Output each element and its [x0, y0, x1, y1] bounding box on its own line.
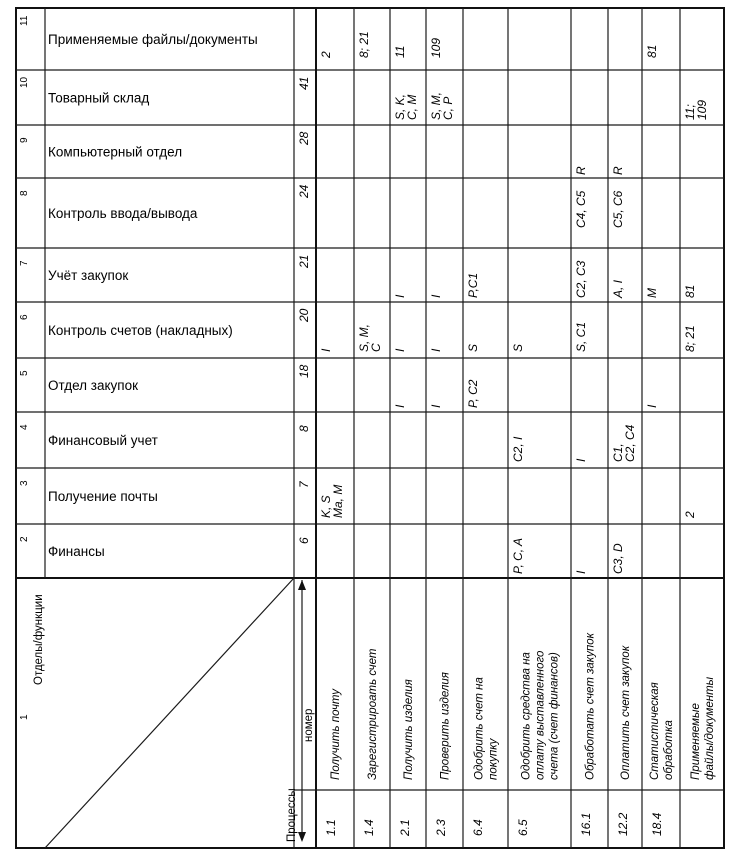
- department-ref-number: 21: [297, 254, 311, 268]
- matrix-cell-value: S, C1: [574, 321, 588, 352]
- matrix-cell-value: R: [574, 166, 588, 175]
- matrix-cell-value: 2: [683, 511, 697, 518]
- process-number: 16.1: [579, 812, 593, 836]
- matrix-cell-value: 109: [695, 99, 709, 120]
- department-title: Контроль ввода/вывода: [48, 206, 198, 221]
- row-number: 9: [19, 137, 30, 143]
- process-name: файлы/документы: [704, 676, 716, 780]
- process-number: 1.4: [362, 819, 376, 836]
- matrix-cell-value: C1,: [611, 443, 625, 462]
- matrix-cell-value: C3, D: [611, 543, 625, 574]
- matrix-cell-value: C4, C5: [574, 190, 588, 228]
- row-number: 11: [19, 15, 30, 26]
- department-title: Товарный склад: [48, 90, 150, 106]
- row-number: 8: [19, 190, 30, 196]
- process-name: Оплатить счет закупок: [620, 645, 632, 780]
- process-name: Одобрить средства на: [520, 652, 533, 780]
- corner-header: [19, 578, 315, 848]
- arrow-down-icon: [298, 832, 306, 842]
- process-name: Статистическая: [649, 682, 661, 780]
- process-name: Получить почту: [330, 689, 342, 780]
- matrix-cell-value: S: [466, 343, 480, 352]
- matrix-cell-value: P,C1: [466, 272, 480, 298]
- matrix-cell-value: 8; 21: [683, 325, 697, 352]
- process-name: Зарегистрироать счет: [367, 648, 379, 780]
- matrix-cell-value: A, I: [611, 279, 625, 298]
- matrix-cell-value: 11;: [683, 104, 697, 120]
- department-title: Отдел закупок: [48, 378, 139, 393]
- matrix-cells: [319, 31, 709, 574]
- matrix-cell-value: S, M,: [357, 323, 371, 352]
- row-number: 10: [19, 76, 30, 88]
- matrix-cell-value: K, S: [319, 495, 333, 518]
- department-title: Компьютерный отдел: [48, 144, 183, 160]
- process-name: Применяемые: [690, 703, 702, 780]
- department-title: Финансовый учет: [48, 433, 158, 448]
- corner-column-number: 1: [19, 714, 30, 720]
- process-name: Проверить изделия: [439, 672, 452, 780]
- process-number: 6.5: [516, 819, 530, 836]
- matrix-cell-value: R: [611, 166, 625, 175]
- matrix-cell-value: 11: [393, 45, 407, 58]
- row-number: 7: [19, 260, 30, 266]
- matrix-cell-value: C2, I: [511, 436, 525, 462]
- arrow-up-icon: [298, 580, 306, 590]
- matrix-cell-value: I: [574, 458, 588, 462]
- matrix-cell-value: I: [393, 294, 407, 298]
- row-number: 2: [19, 536, 30, 542]
- matrix-cell-value: 109: [429, 37, 443, 58]
- matrix-cell-value: S, M,: [429, 91, 443, 120]
- matrix-cell-value: S: [511, 343, 525, 352]
- row-number: 3: [19, 480, 30, 486]
- department-title: Получение почты: [48, 489, 158, 504]
- process-name: покупку: [487, 738, 500, 780]
- departments-label: Отделы/функции: [33, 594, 45, 685]
- matrix-cell-value: I: [429, 348, 443, 352]
- process-number: 6.4: [471, 819, 485, 836]
- matrix-cell-value: C, M: [405, 94, 419, 120]
- department-ref-number: 41: [297, 76, 311, 90]
- row-number: 5: [19, 370, 30, 376]
- row-number: 6: [19, 314, 30, 320]
- matrix-cell-value: C2, C4: [623, 424, 637, 462]
- matrix-cell-value: I: [319, 348, 333, 352]
- department-ref-number: 20: [297, 308, 311, 322]
- matrix-cell-value: M: [645, 288, 659, 298]
- process-number: 2.3: [434, 819, 448, 836]
- process-columns: [324, 632, 716, 837]
- process-number: 12.2: [616, 812, 630, 836]
- process-name: счета (счет финансов): [548, 652, 561, 780]
- number-label: номер: [303, 708, 315, 742]
- matrix-cell-value: 2: [319, 51, 333, 58]
- matrix-cell-value: C: [369, 343, 383, 352]
- process-name: Одобрить счет на: [473, 677, 486, 780]
- process-number: 1.1: [324, 819, 338, 836]
- process-name: оплату выставленного: [534, 650, 547, 780]
- matrix-cell-value: I: [574, 570, 588, 574]
- process-number: 18.4: [650, 812, 664, 836]
- department-ref-number: 18: [297, 364, 311, 378]
- process-name: Получить изделия: [403, 679, 415, 780]
- department-ref-number: 24: [297, 184, 311, 198]
- matrix-cell-value: 81: [645, 44, 659, 58]
- department-ref-number: 6: [297, 537, 311, 544]
- matrix-cell-value: I: [429, 294, 443, 298]
- department-title: Финансы: [48, 544, 105, 559]
- matrix-cell-value: P, C2: [466, 379, 480, 408]
- processes-label: Процессы: [286, 788, 298, 842]
- department-title: Контроль счетов (накладных): [48, 323, 233, 338]
- matrix-cell-value: C2, C3: [574, 260, 588, 298]
- corner-diagonal: [45, 578, 294, 848]
- matrix-cell-value: 8; 21: [357, 31, 371, 58]
- process-name: обработка: [663, 720, 675, 780]
- matrix-cell-value: 81: [683, 284, 697, 298]
- row-number: 4: [19, 424, 30, 430]
- department-ref-number: 7: [297, 481, 311, 488]
- matrix-cell-value: I: [393, 348, 407, 352]
- process-name: Обработать счет закупок: [584, 632, 597, 780]
- matrix-cell-value: S, K,: [393, 93, 407, 120]
- matrix-cell-value: C5, C6: [611, 190, 625, 228]
- process-number: 2.1: [398, 819, 412, 836]
- matrix-cell-value: I: [429, 404, 443, 408]
- department-ref-number: 8: [297, 425, 311, 432]
- matrix-cell-value: Ma, M: [331, 484, 345, 518]
- department-rows: [19, 15, 311, 559]
- department-ref-number: 28: [297, 131, 311, 145]
- department-title: Учёт закупок: [48, 268, 129, 283]
- matrix-cell-value: I: [645, 404, 659, 408]
- matrix-cell-value: I: [393, 404, 407, 408]
- matrix-cell-value: P, C, A: [511, 537, 525, 574]
- matrix-cell-value: C, P: [441, 96, 455, 120]
- department-title: Применяемые файлы/документы: [48, 32, 258, 47]
